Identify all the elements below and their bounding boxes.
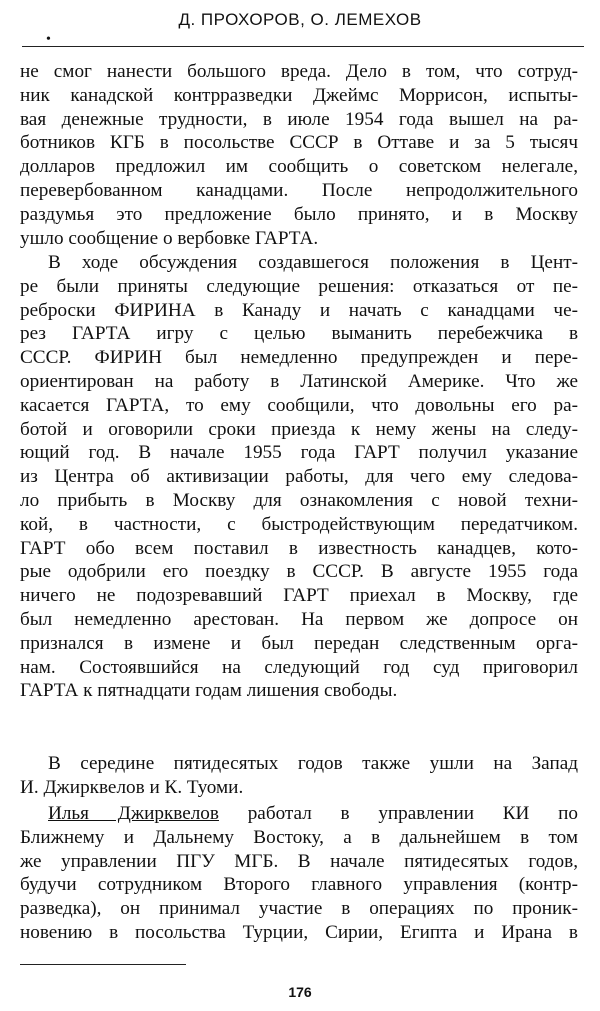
paragraph-3 xyxy=(20,752,578,800)
text-line: рез ГАРТА игру с целью выманить перебежчика в xyxy=(20,323,578,345)
text-line: ющий год. В начале 1955 года ГАРТ получил указание xyxy=(20,442,578,464)
text-line: ГАРТА к пятнадцати годам лишения свободы. xyxy=(20,680,398,702)
text-line: ничего не подозревавший ГАРТ приехал в Москву, где xyxy=(20,585,578,607)
paragraph-4 xyxy=(20,802,578,945)
text-line: вая денежные трудности, в июле 1954 года вышел на ра- xyxy=(20,108,578,130)
text-line: ботой и оговорили сроки приезда к нему жены на следу- xyxy=(20,418,578,440)
text-fragment: работал в управлении КИ по xyxy=(247,803,578,824)
underlined-name: Илья Джирквелов xyxy=(48,803,219,824)
text-line: не смог нанести большого вреда. Дело в том, что сотруд- xyxy=(20,61,578,82)
footnote-rule xyxy=(20,964,186,965)
header-rule xyxy=(22,46,584,47)
text-line: В середине пятидесятых годов также ушли на Запад xyxy=(48,753,578,774)
text-line: ориентирован на работу в Латинской Америке. Что же xyxy=(20,370,578,392)
text-line: В ходе обсуждения создавшегося положения в Цент- xyxy=(48,252,578,273)
text-line: разведка), он принимал участие в операциях по проник- xyxy=(20,898,578,920)
header-dot: • xyxy=(46,32,51,47)
text-line: будучи сотрудником Второго главного управления (контр- xyxy=(20,874,578,896)
text-line: из Центра об активизации работы, для чего ему следова- xyxy=(20,466,578,488)
text-line: признался в измене и был передан следственным орга- xyxy=(20,632,578,654)
page-number: 176 xyxy=(288,984,312,1000)
text-line: рые одобрили его поездку в СССР. В августе 1955 года xyxy=(20,561,578,583)
paragraph-2 xyxy=(20,251,578,703)
text-line: был немедленно арестован. На первом же допросе он xyxy=(20,608,578,630)
text-line: Ближнему и Дальнему Востоку, а в дальнейшем в том xyxy=(20,826,578,848)
text-line: долларов предложил им сообщить о советском нелегале, xyxy=(20,156,578,178)
text-line: ботников КГБ в посольстве СССР в Оттаве и за 5 тысяч xyxy=(20,132,578,154)
paragraph-1 xyxy=(20,60,578,250)
text-line: перевербованном канадцами. После непродолжительного xyxy=(20,179,578,201)
text-line: ре были приняты следующие решения: отказаться от пе- xyxy=(20,275,578,297)
text-line: же управлении ПГУ МГБ. В начале пятидесятых годов, xyxy=(20,850,578,872)
running-header: Д. ПРОХОРОВ, О. ЛЕМЕХОВ xyxy=(178,10,422,29)
text-line: СССР. ФИРИН был немедленно предупрежден и пере- xyxy=(20,347,578,369)
text-line: И. Джирквелов и К. Туоми. xyxy=(20,776,244,798)
text-line: ник канадской контрразведки Джеймс Моррисон, испыты- xyxy=(20,84,578,106)
text-line: новению в посольства Турции, Сирии, Египта и Ирана в xyxy=(20,921,578,943)
text-line: раздумья это предложение было принято, и в Москву xyxy=(20,203,578,225)
text-line: касается ГАРТА, то ему сообщили, что довольны его ра- xyxy=(20,394,578,416)
text-line: реброски ФИРИНА в Канаду и начать с канадцами че- xyxy=(20,299,578,321)
text-line: ло прибыть в Москву для ознакомления с новой техни- xyxy=(20,489,578,511)
text-line: кой, в частности, с быстродействующим передатчиком. xyxy=(20,513,578,535)
text-line xyxy=(20,802,578,826)
text-line: ушло сообщение о вербовке ГАРТА. xyxy=(20,227,319,249)
text-line: ГАРТ обо всем поставил в известность канадцев, кото- xyxy=(20,537,578,559)
text-line: нам. Состоявшийся на следующий год суд приговорил xyxy=(20,656,578,678)
